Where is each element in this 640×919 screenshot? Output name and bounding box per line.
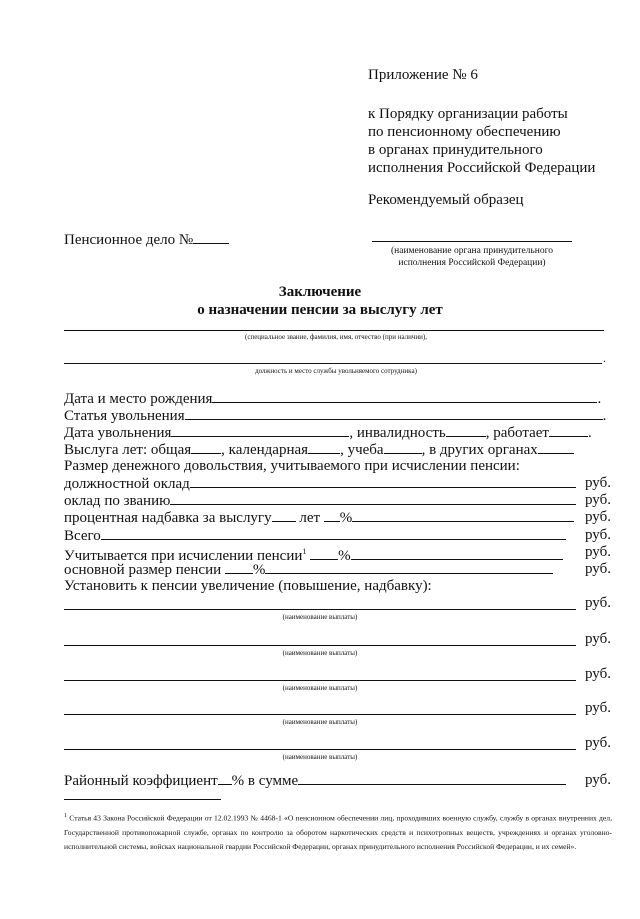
rank-salary-row: оклад по званию <box>64 491 576 510</box>
payment-caption-1: (наименование выплаты) <box>282 613 358 621</box>
footnote-separator <box>64 799 221 800</box>
payment-line-4[interactable] <box>64 714 576 715</box>
service-row: Выслуга лет: общая , календарная , учеба , в других органах <box>64 440 574 459</box>
order-line-1: к Порядку организации работы <box>368 106 568 122</box>
rub-1: руб. <box>585 475 611 491</box>
order-line-4: исполнения Российской Федерации <box>368 160 596 176</box>
regional-row: Районный коэффициент % в сумме <box>64 771 566 790</box>
document-title: Заключение <box>278 284 362 300</box>
dismissal-row: Дата увольнения , инвалидность , работает . <box>64 425 592 441</box>
establish-row: Установить к пенсии увеличение (повышение, надбавку): <box>64 578 432 594</box>
organ-caption-1: (наименование органа принудительного <box>391 246 553 256</box>
payment-line-1[interactable] <box>64 609 576 610</box>
position-line-dot: . <box>603 351 606 365</box>
counted-row: Учитывается при исчислении пенсии$^1$ % <box>64 543 563 565</box>
rub-9: руб. <box>585 666 611 682</box>
rub-5: руб. <box>585 544 611 560</box>
recommended-sample: Рекомендуемый образец <box>368 192 524 208</box>
footnote-text: Статья 43 Закона Российской Федерации от 12.02.1993 № 4468-1 «О пенсионном обеспечении лиц, проходивших военную службу, службу в органах внутренних дел, Государственной противопожарной службе, органах по контролю за оборотом наркотических средств и психотропных веществ, учреждениях и органах уголовно-исполнительной системы, войсках национальной гвардии Российской Федерации, органах принудительного исполнения Российской Федерации, и их семей». <box>64 813 612 851</box>
person-caption: (специальное звание, фамилия, имя, отчество (при наличии), <box>245 333 427 341</box>
birth-row: Дата и место рождения . <box>64 391 602 407</box>
payment-caption-4: (наименование выплаты) <box>282 718 358 726</box>
rub-6: руб. <box>585 561 611 577</box>
allowance-title: Размер денежного довольствия, учитываемого при исчислении пенсии: <box>64 458 520 474</box>
order-line-2: по пенсионному обеспечению <box>368 124 561 140</box>
rub-7: руб. <box>585 595 611 611</box>
rub-2: руб. <box>585 492 611 508</box>
organ-caption-2: исполнения Российской Федерации) <box>398 258 546 268</box>
payment-caption-3: (наименование выплаты) <box>282 684 358 692</box>
appendix-number: Приложение № 6 <box>368 67 478 83</box>
payment-caption-5: (наименование выплаты) <box>282 753 358 761</box>
total-row: Всего <box>64 526 566 545</box>
footnote <box>64 809 612 854</box>
person-line[interactable] <box>64 330 604 331</box>
bonus-row: процентная надбавка за выслугу лет % <box>64 508 574 527</box>
base-amount-row: основной размер пенсии % <box>64 560 553 579</box>
rub-3: руб. <box>585 509 611 525</box>
rub-12: руб. <box>585 772 611 788</box>
rub-8: руб. <box>585 631 611 647</box>
payment-line-2[interactable] <box>64 645 576 646</box>
document-subtitle: о назначении пенсии за выслугу лет <box>197 302 443 318</box>
rub-10: руб. <box>585 700 611 716</box>
rub-4: руб. <box>585 527 611 543</box>
article-row: Статья увольнения . <box>64 408 607 424</box>
footnote-mark: 1 <box>64 813 67 819</box>
position-caption: должность и место службы увольняемого сотрудника) <box>255 367 417 375</box>
position-salary-row: должностной оклад <box>64 474 576 493</box>
pension-case-label: Пенсионное дело № <box>64 230 229 249</box>
position-line[interactable] <box>64 363 602 364</box>
organ-name-line[interactable] <box>372 241 572 242</box>
rub-11: руб. <box>585 735 611 751</box>
payment-line-5[interactable] <box>64 749 576 750</box>
footnote-ref: 1 <box>302 547 307 556</box>
order-line-3: в органах принудительного <box>368 142 543 158</box>
payment-caption-2: (наименование выплаты) <box>282 649 358 657</box>
payment-line-3[interactable] <box>64 680 576 681</box>
